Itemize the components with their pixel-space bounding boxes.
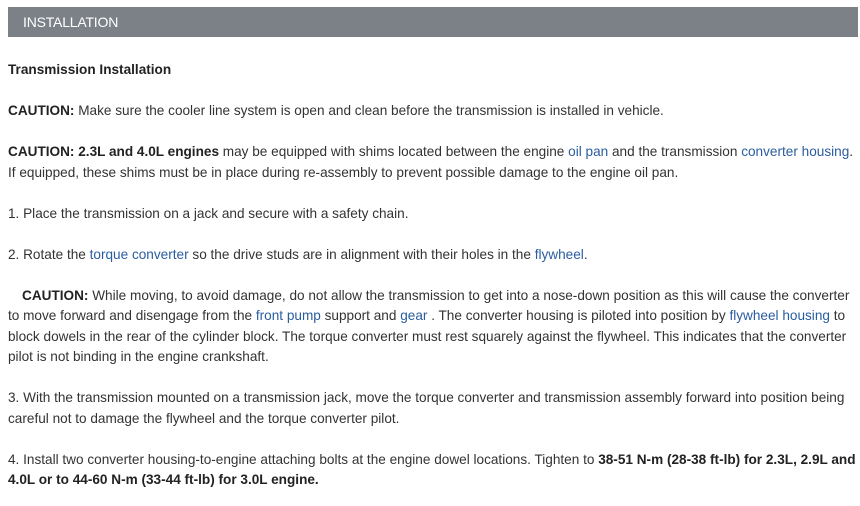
link-gear[interactable]: gear <box>400 308 428 323</box>
section-title: INSTALLATION <box>23 14 119 30</box>
caution-shims <box>8 142 856 183</box>
caution-text: . If equipped, these shims must be in place during re-assembly to prevent possible damage to the engine oil pan. <box>8 144 854 180</box>
torque-spec: 38-51 N-m (28-38 ft-lb) for 2.3L, 2.9L and 4.0L or to 44-60 N-m (33-44 ft-lb) for 3.0L engine. <box>8 451 856 487</box>
caution-cooler-line <box>8 101 856 122</box>
step-4 <box>8 450 856 491</box>
document-body <box>8 60 856 491</box>
caution-text: and the transmission <box>608 144 742 159</box>
page-heading: Transmission Installation <box>8 62 172 77</box>
caution-moving <box>8 286 856 368</box>
caution-label: CAUTION: <box>22 287 89 303</box>
link-flywheel[interactable]: flywheel <box>534 246 584 262</box>
caution-text: Make sure the cooler line system is open and clean before the transmission is installed in vehicle. <box>74 103 664 118</box>
caution-text: may be equipped with shims located between the engine <box>219 144 569 159</box>
caution-label: CAUTION: <box>8 103 75 118</box>
link-converter-housing[interactable]: converter housing <box>741 144 850 159</box>
link-front-pump[interactable]: front pump <box>255 308 321 323</box>
step-3: 3. With the transmission mounted on a transmission jack, move the torque converter and transmission assembly forward into position being careful not to damage the flywheel and the torque converter pilot. <box>8 390 845 426</box>
step-text: 2. Rotate the <box>8 246 90 262</box>
caution-text: . The converter housing is piloted into position by <box>427 308 730 323</box>
step-text: so the drive studs are in alignment with their holes in the <box>188 246 535 262</box>
step-text: . <box>583 246 588 262</box>
section-header <box>8 7 858 37</box>
step-1: 1. Place the transmission on a jack and secure with a safety chain. <box>8 205 409 221</box>
link-torque-converter[interactable]: torque converter <box>89 246 189 262</box>
step-2 <box>8 245 856 266</box>
step-text: 4. Install two converter housing-to-engine attaching bolts at the engine dowel locations. Tighten to <box>8 451 599 467</box>
caution-label: CAUTION: 2.3L and 4.0L engines <box>8 144 220 159</box>
link-oil-pan[interactable]: oil pan <box>568 144 609 159</box>
link-flywheel-housing[interactable]: flywheel housing <box>729 308 830 323</box>
caution-text: While moving, to avoid damage, do not allow the transmission to get into a nose-down position as this will cause the converter to move forward and disengage from the <box>8 287 850 323</box>
caution-text: to block dowels in the rear of the cylinder block. The torque converter must rest squarely against the flywheel. This indicates that the converter pilot is not binding in the engine crankshaft. <box>8 308 847 364</box>
caution-text: support and <box>320 308 401 323</box>
